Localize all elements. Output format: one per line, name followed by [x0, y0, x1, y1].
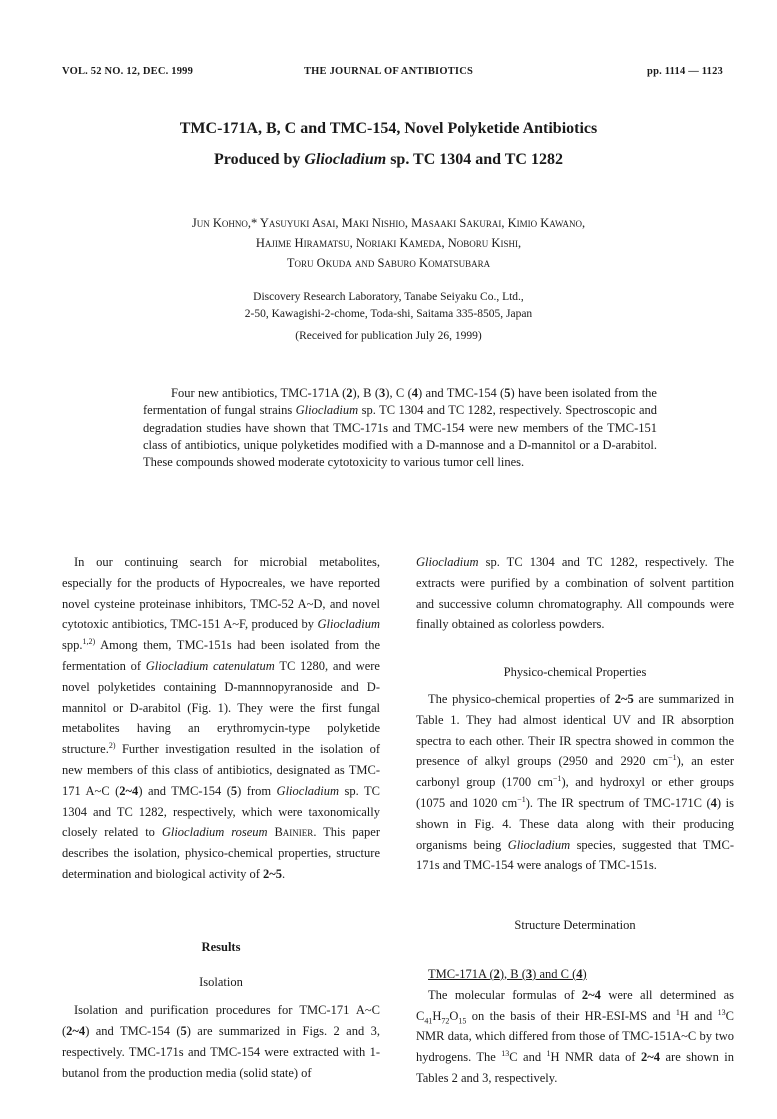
- compound-number: 2~4: [66, 1024, 86, 1039]
- stereo-prefix: D: [129, 700, 139, 715]
- affiliation-line: Discovery Research Laboratory, Tanabe Seiyaku Co., Ltd.,: [253, 291, 524, 303]
- body-text: O: [449, 1008, 459, 1023]
- body-text: ): [582, 966, 587, 981]
- abstract-text: Four new antibiotics, TMC-171A (: [171, 386, 347, 400]
- intro-paragraph: [62, 552, 380, 885]
- stereo-prefix: D: [518, 437, 528, 452]
- author-line: Hajime Hiramatsu, Noriaki Kameda, Noboru Kishi,: [255, 236, 522, 250]
- body-text: The physico-chemical properties of: [428, 691, 615, 706]
- subscript: 15: [458, 1016, 467, 1026]
- compound-number: 2~5: [262, 866, 282, 881]
- compound-number: 2~4: [581, 987, 601, 1002]
- body-text: Further investigation resulted in the isolation of new members of this class of antibiotics, designated as TMC-171 A~C (: [62, 742, 380, 798]
- abstract: [143, 385, 657, 471]
- title-genus: Gliocladium: [304, 151, 387, 168]
- author-citation: Bainier: [274, 825, 314, 840]
- body-text: Isolation and purification procedures for TMC-171 A~C (: [62, 1003, 380, 1039]
- body-text: sp. TC 1304 and TC 1282, respectively, which were taxonomically closely related to: [62, 783, 380, 840]
- body-text: . This paper describes the isolation, physico-chemical properties, structure determination and biological activity of: [62, 825, 380, 881]
- abstract-text: -mannose and a: [435, 437, 519, 452]
- compound-number: 5: [230, 783, 238, 798]
- stereo-prefix: D: [602, 437, 612, 452]
- running-header-volume: VOL. 52 NO. 12, DEC. 1999: [62, 66, 194, 77]
- genus-name: Gliocladium catenulatum: [145, 658, 275, 673]
- body-text: H: [432, 1008, 442, 1023]
- genus-name: Gliocladium: [276, 783, 340, 798]
- body-text: TC 1280, and were novel polyketides containing: [62, 658, 380, 694]
- compound-number: 2~4: [641, 1050, 661, 1065]
- running-header-pages: pp. 1114 — 1123: [647, 66, 723, 77]
- subsection-heading-isolation: Isolation: [199, 974, 243, 989]
- subsection-heading-physico-chemical: Physico-chemical Properties: [503, 665, 647, 680]
- compound-number: 2: [346, 386, 353, 400]
- body-text: ) is shown in Fig. 4. These data along with their producing organisms being: [416, 795, 734, 852]
- body-text: ), an ester carbonyl group (1700 cm: [416, 754, 734, 790]
- abstract-text: ) and TMC-154 (: [418, 386, 505, 400]
- body-text: ), B (: [499, 966, 526, 981]
- compound-number: 3: [379, 386, 386, 400]
- subscript: 72: [441, 1016, 450, 1026]
- affiliation-line: 2-50, Kawagishi-2-chome, Toda-shi, Saitama 335-8505, Japan: [244, 308, 533, 320]
- physico-paragraph: [416, 689, 734, 876]
- genus-name: Gliocladium: [507, 837, 571, 852]
- body-text: are summarized in Table 1. They had almost identical UV and IR absorption spectra to each other. Their IR spectra showed in common the presence of alkyl groups (2950 and 2920 cm: [416, 691, 734, 769]
- compound-number: 3: [525, 966, 533, 981]
- genus-name: Gliocladium: [317, 617, 380, 632]
- body-text: ) and C (: [532, 966, 577, 981]
- body-text: In our continuing search for microbial metabolites, especially for the products of Hypocreales, we have reported novel cysteine proteinase inhibitors, TMC-52 A~D, and novel cytotoxic antibiotics, TMC-151 A~F, produced by: [62, 555, 380, 632]
- compound-number: 2: [493, 966, 500, 981]
- body-text: were all determined as C: [416, 987, 734, 1023]
- reference-mark: 1,2): [82, 637, 96, 647]
- body-text: on the basis of their HR-ESI-MS and: [466, 1008, 676, 1023]
- author-list: [0, 213, 777, 273]
- abstract-text: ), B (: [352, 386, 380, 400]
- body-text: spp.: [62, 638, 83, 653]
- subscript: 41: [424, 1016, 433, 1026]
- body-text: C NMR data, which differed from those of TMC-151A~C by two hydrogens. The: [416, 1008, 734, 1065]
- genus-name: Gliocladium roseum: [161, 825, 268, 840]
- genus-name: Gliocladium: [416, 555, 479, 569]
- body-text: .: [282, 866, 286, 881]
- body-text: TMC-171A (: [428, 966, 494, 981]
- compound-number: 5: [504, 386, 511, 400]
- body-text: Among them, TMC-151s had been isolated from the fermentation of: [62, 638, 380, 673]
- superscript: 13: [717, 1007, 726, 1017]
- abstract-text: -arabitol. These compounds showed moderate cytotoxicity to various tumor cell lines.: [143, 437, 657, 470]
- compound-number: 4: [411, 386, 419, 400]
- abstract-text: ) have been isolated from the fermentation of fungal strains: [143, 386, 657, 418]
- compound-number: 5: [180, 1024, 187, 1039]
- body-text: ) and TMC-154 (: [85, 1024, 181, 1039]
- superscript: 1: [546, 1048, 551, 1058]
- abstract-text: -mannitol or a: [527, 437, 603, 452]
- body-text: -arabitol (Fig. 1). They were the first fungal metabolites having an erythromycin-type polyketide structure.: [62, 700, 380, 757]
- title-text: sp. TC 1304 and TC 1282: [386, 151, 563, 168]
- section-heading-structure-determination: Structure Determination: [514, 918, 636, 933]
- body-text: species, suggested that TMC-171s and TMC-154 were analogs of TMC-151s.: [416, 837, 734, 873]
- superscript: −1: [552, 774, 562, 784]
- continuation-paragraph: [416, 552, 734, 635]
- isolation-paragraph: [62, 1000, 380, 1083]
- superscript: −1: [517, 794, 526, 804]
- superscript: 1: [675, 1007, 680, 1017]
- body-text: are shown in Tables 2 and 3, respectively.: [416, 1050, 734, 1085]
- stereo-prefix: D: [366, 679, 376, 694]
- body-text: ) are summarized in Figs. 2 and 3, respectively. TMC-171s and TMC-154 were extracted with 1-butanol from the production media (solid state) of: [62, 1024, 380, 1080]
- body-text: C and: [509, 1050, 547, 1065]
- superscript: −1: [668, 753, 677, 763]
- running-header-journal: THE JOURNAL OF ANTIBIOTICS: [303, 66, 474, 77]
- title-text: Produced by: [214, 151, 305, 168]
- section-heading-results: Results: [201, 939, 241, 954]
- structure-paragraph: [416, 985, 734, 1089]
- body-text: ). The IR spectrum of TMC-171C (: [525, 795, 711, 810]
- body-column-left: [62, 552, 380, 1084]
- compound-subheading: [428, 964, 734, 985]
- superscript: 13: [501, 1048, 510, 1058]
- compound-number: 2~5: [614, 691, 634, 706]
- author-line: Toru Okuda and Saburo Komatsubara: [286, 256, 491, 270]
- stereo-prefix: D: [426, 437, 436, 452]
- article-title-line-2: [0, 151, 777, 169]
- body-text: H NMR data of: [550, 1050, 642, 1065]
- genus-name: Gliocladium: [295, 403, 359, 418]
- body-text: ) and TMC-154 (: [138, 783, 231, 798]
- body-text: The molecular formulas of: [428, 987, 582, 1002]
- body-column-right: [416, 552, 734, 1089]
- author-line: Jun Kohno,* Yasuyuki Asai, Maki Nishio, Masaaki Sakurai, Kimio Kawano,: [191, 216, 586, 230]
- body-text: -mannitol or: [62, 679, 380, 715]
- abstract-text: sp. TC 1304 and TC 1282, respectively. Spectroscopic and degradation studies have shown that TMC-171s and TMC-154 were new members of the TMC-151 class of antibiotics, unique polyketides modified with a: [143, 403, 657, 452]
- reference-mark: 2): [108, 741, 116, 751]
- body-text: -mannnopyranoside and: [233, 679, 367, 694]
- abstract-text: ), C (: [385, 386, 412, 400]
- compound-number: 4: [710, 795, 717, 810]
- body-text: sp. TC 1304 and TC 1282, respectively. The extracts were purified by a combination of solvent partition and successive column chromatography. All compounds were finally obtained as colorless powders.: [416, 555, 734, 632]
- received-date: (Received for publication July 26, 1999): [295, 330, 482, 342]
- affiliation: [0, 289, 777, 323]
- body-text: ) from: [237, 783, 277, 798]
- body-text: H and: [679, 1008, 718, 1023]
- compound-number: 2~4: [119, 783, 139, 798]
- article-title-line-1: TMC-171A, B, C and TMC-154, Novel Polyketide Antibiotics: [179, 120, 598, 137]
- compound-number: 4: [576, 966, 583, 981]
- stereo-prefix: D: [224, 679, 234, 694]
- body-text: ), and hydroxyl or ether groups (1075 and 1020 cm: [416, 775, 734, 810]
